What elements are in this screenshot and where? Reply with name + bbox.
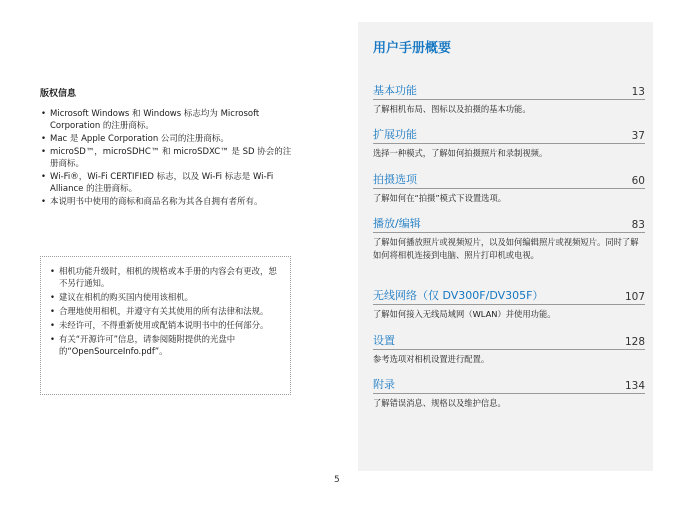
toc-entry-page: 60 [631,175,645,187]
toc-entry-title[interactable]: 无线网络（仅 DV300F/DV305F） [373,289,544,302]
toc-entry-wireless-network[interactable] [373,287,645,321]
trademark-item: • 本说明书中使用的商标和商品名称为其各自拥有者所有。 [40,196,292,208]
page-number: 5 [334,475,340,485]
toc-entry-appendix[interactable] [373,376,645,410]
toc-entry-title[interactable]: 播放/编辑 [373,217,421,230]
notice-item: • 建议在相机的购买国内使用该相机。 [49,291,282,303]
notice-item: • 相机功能升级时，相机的规格或本手册的内容会有更改，恕不另行通知。 [49,265,282,289]
toc-entry-desc: 了解如何接入无线局域网（WLAN）并使用功能。 [373,309,556,319]
trademark-item: • microSD™，microSDHC™ 和 microSDXC™ 是 SD 协会的注册商标。 [40,146,292,170]
trademark-item: • Mac 是 Apple Corporation 公司的注册商标。 [40,133,292,145]
toc-entry-page: 83 [631,219,645,231]
toc-entry-page: 134 [624,380,645,392]
toc-entry-header [373,332,645,350]
trademark-item: • Wi-Fi®，Wi-Fi CERTIFIED 标志，以及 Wi-Fi 标志是 Wi-Fi Alliance 的注册商标。 [40,171,292,195]
toc-entry-desc: 了解如何播放照片或视频短片，以及如何编辑照片或视频短片。同时了解如何将相机连接到电脑、照片打印机或电视。 [373,237,639,260]
toc-entry-title[interactable]: 设置 [373,334,395,347]
toc-entry-page: 128 [624,336,645,348]
toc-entry-title[interactable]: 拍摄选项 [373,173,417,186]
trademark-section [40,86,292,209]
notice-item: • 有关“开源许可”信息，请参阅随附提供的光盘中的“OpenSourceInfo.pdf”。 [49,333,282,357]
toc-entry-desc: 选择一种模式，了解如何拍摄照片和录制视频。 [373,148,548,158]
toc-entry-header [373,82,645,100]
toc-entry-settings[interactable] [373,332,645,366]
notice-item: • 合理地使用相机，并遵守有关其使用的所有法律和法规。 [49,305,282,317]
toc-entry-desc: 了解错误消息、规格以及维护信息。 [373,398,506,408]
toc-entry-extended[interactable] [373,126,645,160]
toc-entry-title[interactable]: 附录 [373,378,395,391]
toc-entry-desc: 了解如何在“拍摄”模式下设置选项。 [373,193,507,203]
toc-entry-header [373,171,645,189]
toc-entry-header [373,215,645,233]
toc-entry-desc: 了解相机布局、图标以及拍摄的基本功能。 [373,104,531,114]
toc-entry-page: 13 [631,86,645,98]
toc-entry-header [373,376,645,394]
toc-entry-title[interactable]: 基本功能 [373,84,417,97]
toc-title: 用户手册概要 [373,41,452,56]
toc-entry-playback-editing[interactable] [373,215,645,262]
toc-panel [358,22,653,471]
toc-entry-header [373,126,645,144]
trademark-item: • Microsoft Windows 和 Windows 标志均为 Microsoft Corporation 的注册商标。 [40,108,292,132]
notice-list [49,265,282,357]
trademark-title: 版权信息 [40,89,77,99]
toc-entry-page: 107 [624,291,645,303]
toc-entry-page: 37 [631,130,645,142]
toc-entry-title[interactable]: 扩展功能 [373,128,417,141]
toc-entry-header [373,287,645,305]
notice-box [40,256,291,395]
toc-entry-desc: 参考选项对相机设置进行配置。 [373,354,490,364]
notice-item: • 未经许可，不得重新使用或配销本说明书中的任何部分。 [49,319,282,331]
toc-entry-shooting-options[interactable] [373,171,645,205]
trademark-list [40,108,292,208]
toc-entry-basic[interactable] [373,82,645,116]
